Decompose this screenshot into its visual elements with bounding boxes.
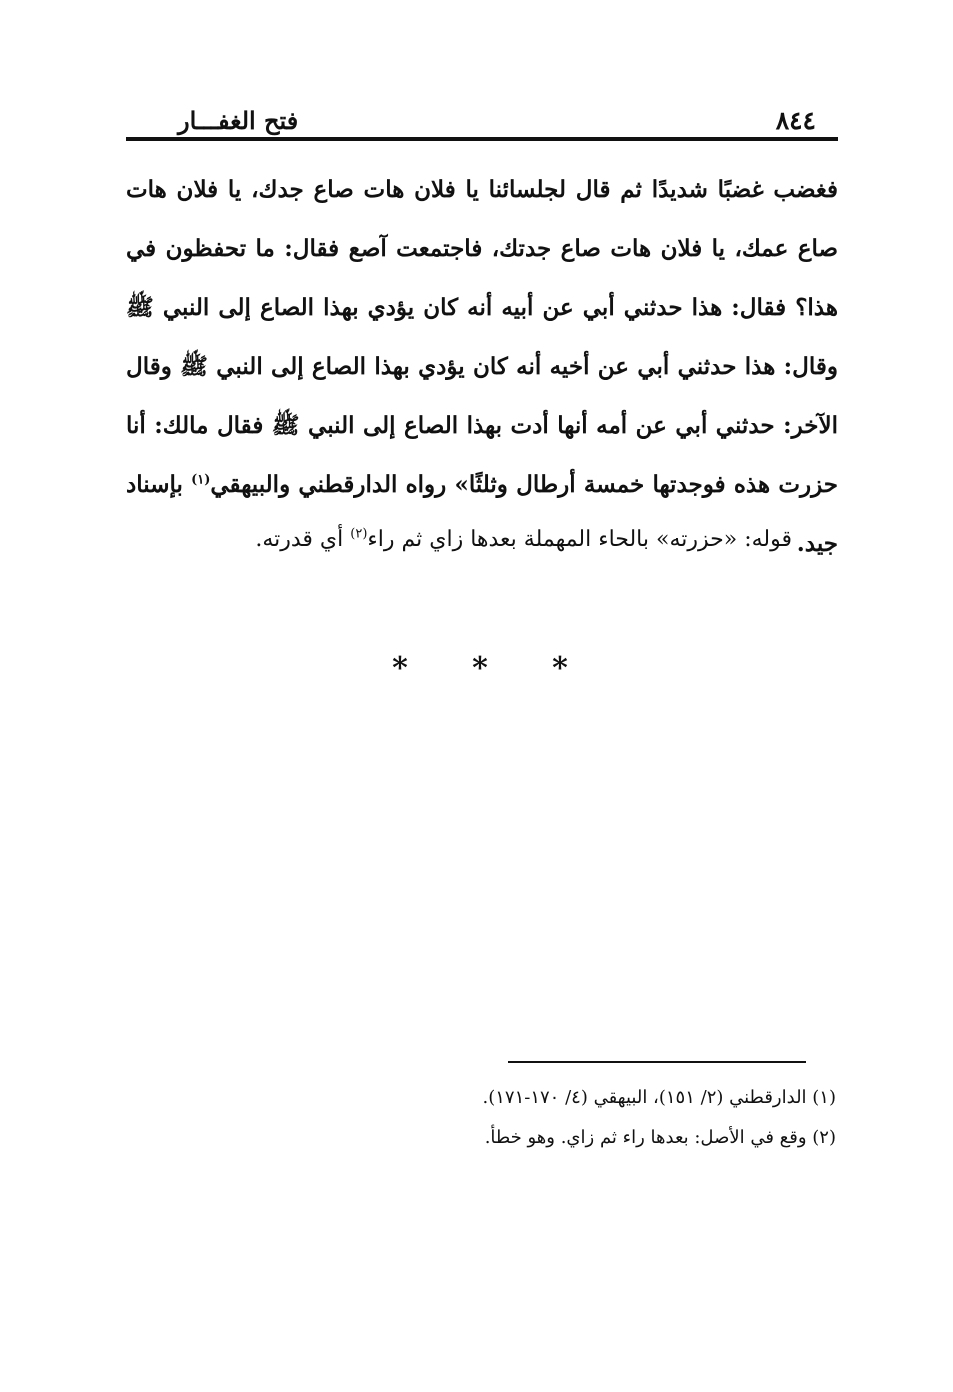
- footnote-ref-1: (١): [191, 472, 211, 488]
- main-text: [126, 160, 838, 573]
- comment-tail: أي قدرته.: [255, 527, 351, 552]
- asterisk-icon: *: [472, 650, 488, 686]
- hadith-paragraph: [126, 160, 838, 573]
- asterisk-icon: *: [552, 650, 568, 686]
- section-ornament: [380, 648, 580, 688]
- footnote-separator: [508, 1061, 806, 1063]
- page-number: ٨٤٤: [775, 106, 816, 135]
- header-rule: [126, 137, 838, 141]
- footnote-ref-2: (٢): [350, 526, 368, 542]
- hadith-tail: بإسناد جيد.: [126, 471, 838, 557]
- footnote-1: (١) الدارقطني (٢/ ١٥١)، البيهقي (٤/ ١٧٠-١٧١).: [482, 1087, 836, 1108]
- footnotes: [380, 1078, 836, 1158]
- commentary: [200, 518, 792, 562]
- page-header: [126, 104, 838, 138]
- hadith-text: فغضب غضبًا شديدًا ثم قال لجلسائنا يا فلان هات صاع جدك، يا فلان هات صاع عمك، يا فلان هات صاع جدتك، فاجتمعت آصع فقال: ما تحفظون في هذا؟ فقال: هذا حدثني أبي عن أبيه أنه كان يؤدي بهذا الصاع إلى النبي ﷺ وقال: هذا حدثني أبي عن أخيه أنه كان يؤدي بهذا الصاع إلى النبي ﷺ وقال الآخر: حدثني أبي عن أمه أنها أدت بهذا الصاع إلى النبي ﷺ فقال مالك: أنا حزرت هذه فوجدتها خمسة أرطال وثلثًا» رواه الدارقطني والبيهقي: [126, 176, 838, 498]
- footnote-2: (٢) وقع في الأصل: بعدها راء ثم زاي. وهو خطأ.: [484, 1127, 836, 1148]
- asterisk-icon: *: [392, 650, 408, 686]
- comment-text: قوله: «حزرته» بالحاء المهملة بعدها زاي ثم راء: [367, 527, 792, 552]
- running-title: فتح الغفـــار: [178, 106, 299, 135]
